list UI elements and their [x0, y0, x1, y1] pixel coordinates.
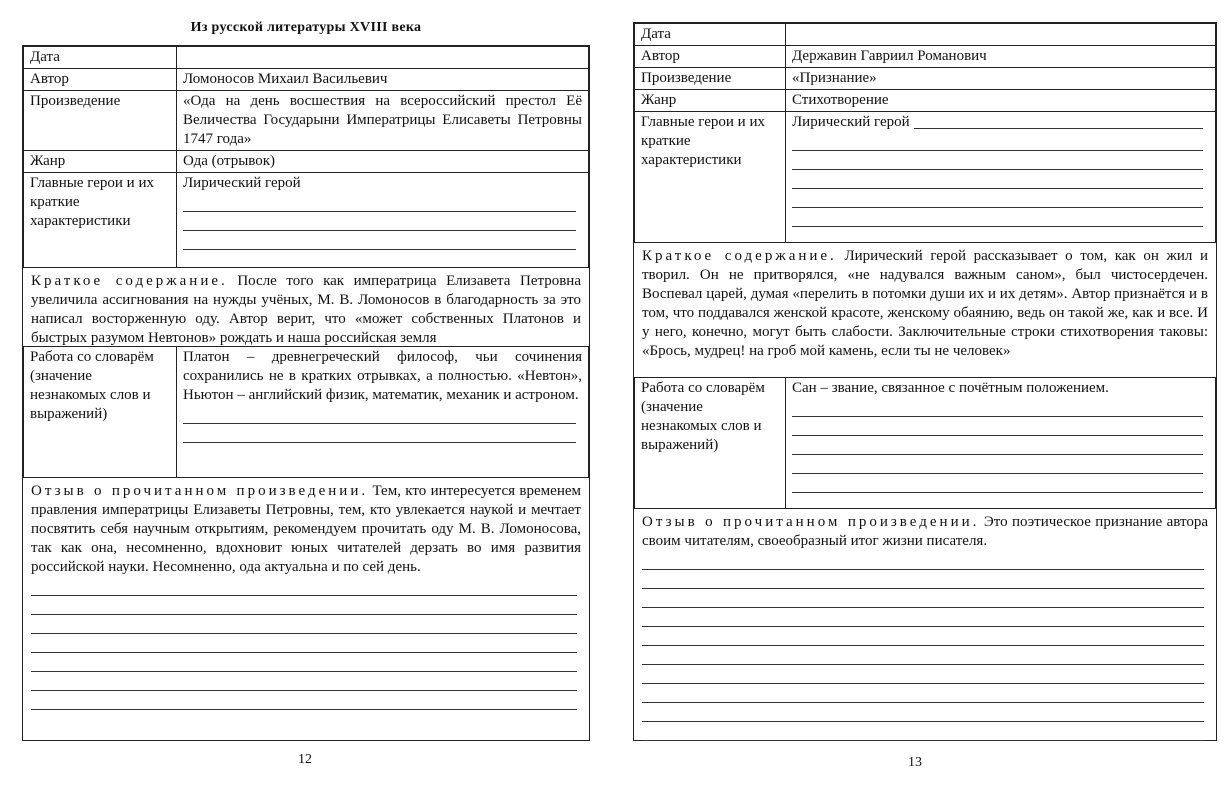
blank-line: [642, 589, 1204, 608]
summary-title: Краткое содержание.: [31, 273, 228, 289]
review-lines[interactable]: [23, 577, 589, 710]
blank-line: [642, 551, 1204, 570]
reading-diary-form: [633, 22, 1217, 741]
blank-line: [642, 570, 1204, 589]
blank-line: [642, 627, 1204, 646]
heroes-value: Лирический герой: [792, 114, 910, 130]
table-row: [24, 347, 589, 478]
summary-text: После того как императрица Елизавета Петровна увеличила ассигнования на нужды учёных, М. В. Ломоносов в благодарность за это написал восторженную оду. Автор верит, что «может собственных Платонов и быстрых разумом Невтонов» рождать и наша российская земля: [31, 273, 581, 346]
blank-line: [792, 208, 1203, 227]
vocab-field[interactable]: [786, 378, 1216, 509]
work-value: «Ода на день восшествия на всероссийский престол Её Величества Государыни Императрицы Елисаветы Петровны 1747 года»: [177, 91, 589, 151]
blank-line: [792, 151, 1203, 170]
vocab-table: [634, 377, 1216, 509]
blank-line: [183, 424, 576, 443]
summary-section: [634, 243, 1216, 378]
genre-label: Жанр: [635, 90, 786, 112]
blank-line: [31, 672, 577, 691]
blank-line: [642, 665, 1204, 684]
blank-line: [792, 436, 1203, 455]
page-12: [0, 0, 612, 789]
blank-line: [792, 474, 1203, 493]
table-row: [635, 90, 1216, 112]
author-value: Ломоносов Михаил Васильевич: [177, 69, 589, 91]
table-row: [24, 173, 589, 268]
page-13: [620, 0, 1230, 789]
blank-line: [642, 722, 1204, 741]
blank-line: [792, 398, 1203, 417]
blank-line: [183, 405, 576, 424]
blank-line: [914, 113, 1203, 129]
blank-line: [31, 577, 577, 596]
table-row: [635, 378, 1216, 509]
table-row: [635, 46, 1216, 68]
page-number: 12: [298, 752, 312, 767]
blank-line: [31, 653, 577, 672]
heroes-field[interactable]: [786, 112, 1216, 243]
blank-line: [183, 231, 576, 250]
heroes-value-line: [792, 113, 1209, 132]
blank-line: [31, 596, 577, 615]
heroes-field[interactable]: [177, 173, 589, 268]
vocab-value: Платон – древнегреческий философ, чьи сочинения сохранились не в кратких отрывках, а полностью. «Невтон», Ньютон – английский физик, математик, механик и астроном.: [183, 349, 582, 403]
table-row: [24, 69, 589, 91]
vocab-value: Сан – звание, связанное с почётным положением.: [792, 380, 1109, 396]
reading-diary-form: [22, 45, 590, 741]
info-table: [23, 46, 589, 268]
genre-label: Жанр: [24, 151, 177, 173]
heroes-label: Главные герои и их краткие характеристики: [635, 112, 786, 243]
summary-section: [23, 268, 589, 347]
vocab-field[interactable]: [177, 347, 589, 478]
blank-line: [183, 193, 576, 212]
blank-line: [31, 691, 577, 710]
blank-line: [792, 132, 1203, 151]
blank-line: [792, 170, 1203, 189]
date-label: Дата: [635, 24, 786, 46]
author-value: Державин Гавриил Романович: [786, 46, 1216, 68]
table-row: [635, 24, 1216, 46]
review-section: [634, 509, 1216, 551]
date-field[interactable]: [177, 47, 589, 69]
blank-line: [183, 212, 576, 231]
heroes-value: Лирический герой: [183, 175, 301, 191]
vocab-label: Работа со словарём (значение незнакомых слов и выражений): [24, 347, 177, 478]
blank-line: [792, 417, 1203, 436]
genre-value: Стихотворение: [786, 90, 1216, 112]
table-row: [24, 91, 589, 151]
blank-line: [792, 189, 1203, 208]
page-header: Из русской литературы XVIII века: [190, 20, 422, 35]
author-label: Автор: [24, 69, 177, 91]
work-label: Произведение: [24, 91, 177, 151]
work-label: Произведение: [635, 68, 786, 90]
heroes-label: Главные герои и их краткие характеристики: [24, 173, 177, 268]
blank-line: [792, 455, 1203, 474]
blank-line: [642, 608, 1204, 627]
review-text: Это поэтическое признание автора своим читателям, своеобразный итог жизни писателя.: [642, 514, 1208, 549]
date-label: Дата: [24, 47, 177, 69]
blank-line: [642, 703, 1204, 722]
summary-text: Лирический герой рассказывает о том, как он жил и творил. Он не притворялся, «не надувался важным саном», был чистосердечен. Воспевал царей, думая «перелить в потомки души их и их детям». Автор признаётся и в том, что поддавался женской красоте, женскому обаянию, ведь он такой же, как и все. И у него, конечно, могут быть слабости. Заключительные строки стихотворения таковы: «Брось, мудрец! на гроб мой камень, если ты не человек»: [642, 248, 1208, 359]
review-title: Отзыв о прочитанном произведении.: [31, 483, 369, 499]
blank-line: [31, 634, 577, 653]
review-title: Отзыв о прочитанном произведении.: [642, 514, 980, 530]
vocab-label: Работа со словарём (значение незнакомых слов и выражений): [635, 378, 786, 509]
table-row: [24, 151, 589, 173]
work-value: «Признание»: [786, 68, 1216, 90]
review-lines[interactable]: [634, 551, 1216, 741]
summary-title: Краткое содержание.: [642, 248, 837, 264]
table-row: [24, 47, 589, 69]
table-row: [635, 112, 1216, 243]
genre-value: Ода (отрывок): [177, 151, 589, 173]
author-label: Автор: [635, 46, 786, 68]
date-field[interactable]: [786, 24, 1216, 46]
blank-line: [31, 615, 577, 634]
blank-line: [642, 684, 1204, 703]
info-table: [634, 23, 1216, 243]
review-section: [23, 478, 589, 577]
review-text: Тем, кто интересуется временем правления императрицы Елизаветы Петровны, тем, кто увлекается наукой и мечтает посвятить себя научным открытиям, рекомендуем прочитать оду М. В. Ломоносова, так как она, несомненно, вдохновит юных читателей дерзать во имя развития российской науки. Несомненно, ода актуальна и по сей день.: [31, 483, 581, 575]
vocab-table: [23, 346, 589, 478]
blank-line: [642, 646, 1204, 665]
table-row: [635, 68, 1216, 90]
page-number: 13: [908, 755, 922, 770]
